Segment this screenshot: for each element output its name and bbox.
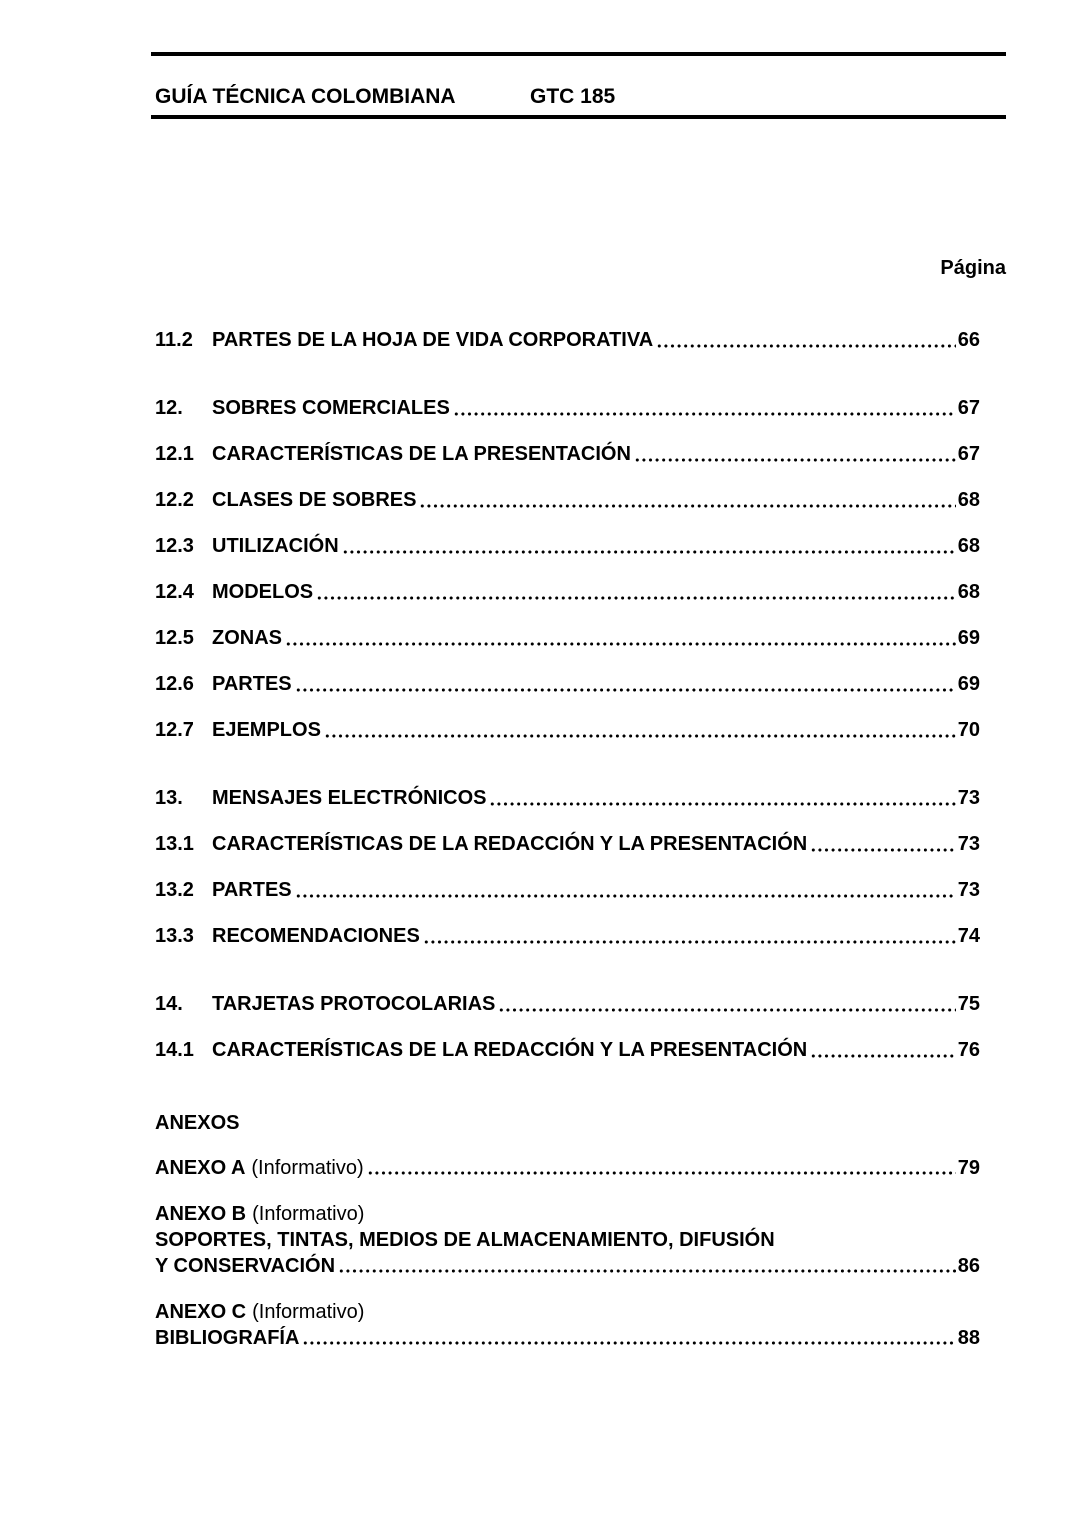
toc-entry-label: TARJETAS PROTOCOLARIAS [212, 993, 496, 1015]
page-header [151, 52, 1006, 119]
toc-entry-number: 12.4 [155, 581, 194, 603]
document-code: GTC 185 [530, 85, 616, 108]
toc-entry-label: CARACTERÍSTICAS DE LA REDACCIÓN Y LA PRESENTACIÓN [212, 1039, 808, 1061]
toc-entry-page: 68 [957, 581, 980, 603]
header-bottom-rule [151, 115, 1006, 119]
dot-leader [453, 412, 956, 416]
toc-entry [155, 718, 980, 742]
dot-leader [367, 1171, 956, 1175]
dot-leader [324, 734, 956, 738]
toc-entry [155, 626, 980, 650]
dot-leader [302, 1341, 955, 1345]
toc-entry-label: MENSAJES ELECTRÓNICOS [212, 787, 487, 809]
dot-leader [634, 458, 956, 462]
annex-subtitle: SOPORTES, TINTAS, MEDIOS DE ALMACENAMIENTO, DIFUSIÓN [155, 1229, 775, 1251]
toc-entry-number: 12.2 [155, 489, 194, 511]
annex-subtitle-continued: Y CONSERVACIÓN [155, 1255, 336, 1277]
toc-entry-label: UTILIZACIÓN [212, 535, 339, 557]
annex-title-row [155, 1299, 980, 1325]
toc-entry-label: RECOMENDACIONES [212, 925, 420, 947]
annex-page: 88 [957, 1327, 980, 1349]
toc-entry [155, 672, 980, 696]
toc-entry-number: 13.3 [155, 925, 194, 947]
toc-entry-label: PARTES [212, 673, 292, 695]
annex-note: (Informativo) [252, 1203, 365, 1225]
toc-entry-number: 12. [155, 397, 183, 419]
toc-entry-page: 67 [957, 397, 980, 419]
toc-entry [155, 924, 980, 948]
annex-title-row [155, 1201, 980, 1227]
annex-title: ANEXO A [155, 1157, 246, 1179]
annex-title: ANEXO C [155, 1301, 247, 1323]
toc-entry-page: 68 [957, 535, 980, 557]
annex-page: 79 [957, 1157, 980, 1179]
dot-leader [285, 642, 956, 646]
toc-entry-page: 69 [957, 627, 980, 649]
toc-entry-label: CLASES DE SOBRES [212, 489, 417, 511]
toc-entry-number: 12.6 [155, 673, 194, 695]
table-of-contents [155, 328, 980, 1062]
toc-entry-page: 67 [957, 443, 980, 465]
toc-entry-number: 13.1 [155, 833, 194, 855]
dot-leader [498, 1008, 955, 1012]
annex-entry [155, 1155, 980, 1181]
dot-leader [656, 344, 956, 348]
toc-entry [155, 878, 980, 902]
toc-entry-page: 69 [957, 673, 980, 695]
header-title-row [151, 56, 1006, 115]
annex-entry [155, 1325, 980, 1351]
dot-leader [419, 504, 955, 508]
toc-entry-number: 12.7 [155, 719, 194, 741]
annex-note: (Informativo) [252, 1301, 365, 1323]
toc-entry-label: CARACTERÍSTICAS DE LA REDACCIÓN Y LA PRESENTACIÓN [212, 833, 808, 855]
toc-entry-page: 73 [957, 879, 980, 901]
toc-entry [155, 786, 980, 810]
dot-leader [342, 550, 956, 554]
toc-entry [155, 534, 980, 558]
document-title: GUÍA TÉCNICA COLOMBIANA [155, 85, 456, 108]
toc-entry-label: PARTES [212, 879, 292, 901]
toc-entry-page: 74 [957, 925, 980, 947]
toc-entry [155, 328, 980, 352]
toc-entry-page: 68 [957, 489, 980, 511]
toc-entry [155, 580, 980, 604]
dot-leader [423, 940, 956, 944]
toc-entry-number: 14.1 [155, 1039, 194, 1061]
toc-entry-label: CARACTERÍSTICAS DE LA PRESENTACIÓN [212, 443, 631, 465]
dot-leader [316, 596, 956, 600]
dot-leader [338, 1269, 956, 1273]
toc-entry-page: 70 [957, 719, 980, 741]
annex-item-a [155, 1155, 980, 1181]
toc-entry-label: MODELOS [212, 581, 314, 603]
toc-entry-number: 12.5 [155, 627, 194, 649]
annex-page: 86 [957, 1255, 980, 1277]
toc-entry-number: 13. [155, 787, 183, 809]
dot-leader [489, 802, 955, 806]
toc-entry-label: ZONAS [212, 627, 282, 649]
annex-item-c [155, 1299, 980, 1351]
toc-entry [155, 992, 980, 1016]
toc-entry-label: PARTES DE LA HOJA DE VIDA CORPORATIVA [212, 329, 654, 351]
toc-entry-page: 76 [957, 1039, 980, 1061]
toc-entry [155, 442, 980, 466]
toc-entry-label: EJEMPLOS [212, 719, 321, 741]
toc-entry [155, 832, 980, 856]
annex-item-b [155, 1201, 980, 1279]
dot-leader [810, 1054, 956, 1058]
toc-entry-number: 14. [155, 993, 183, 1015]
annex-title: ANEXO B [155, 1203, 247, 1225]
page-column-label: Página [940, 257, 1006, 279]
toc-entry-label: SOBRES COMERCIALES [212, 397, 450, 419]
dot-leader [810, 848, 956, 852]
toc-entry [155, 1038, 980, 1062]
annex-subtitle-row [155, 1227, 980, 1253]
toc-entry-page: 73 [957, 787, 980, 809]
toc-entry [155, 396, 980, 420]
annex-note: (Informativo) [251, 1157, 364, 1179]
toc-entry-number: 12.1 [155, 443, 194, 465]
toc-entry-page: 75 [957, 993, 980, 1015]
toc-entry-number: 11.2 [155, 329, 193, 351]
page-column-header [151, 256, 1006, 280]
annexes-section [155, 1111, 980, 1351]
toc-entry-number: 13.2 [155, 879, 194, 901]
toc-entry [155, 488, 980, 512]
annexes-heading: ANEXOS [155, 1112, 240, 1134]
toc-entry-page: 66 [957, 329, 980, 351]
dot-leader [295, 894, 956, 898]
toc-entry-number: 12.3 [155, 535, 194, 557]
dot-leader [295, 688, 956, 692]
annex-entry [155, 1253, 980, 1279]
toc-entry-page: 73 [957, 833, 980, 855]
annex-subtitle: BIBLIOGRAFÍA [155, 1327, 300, 1349]
